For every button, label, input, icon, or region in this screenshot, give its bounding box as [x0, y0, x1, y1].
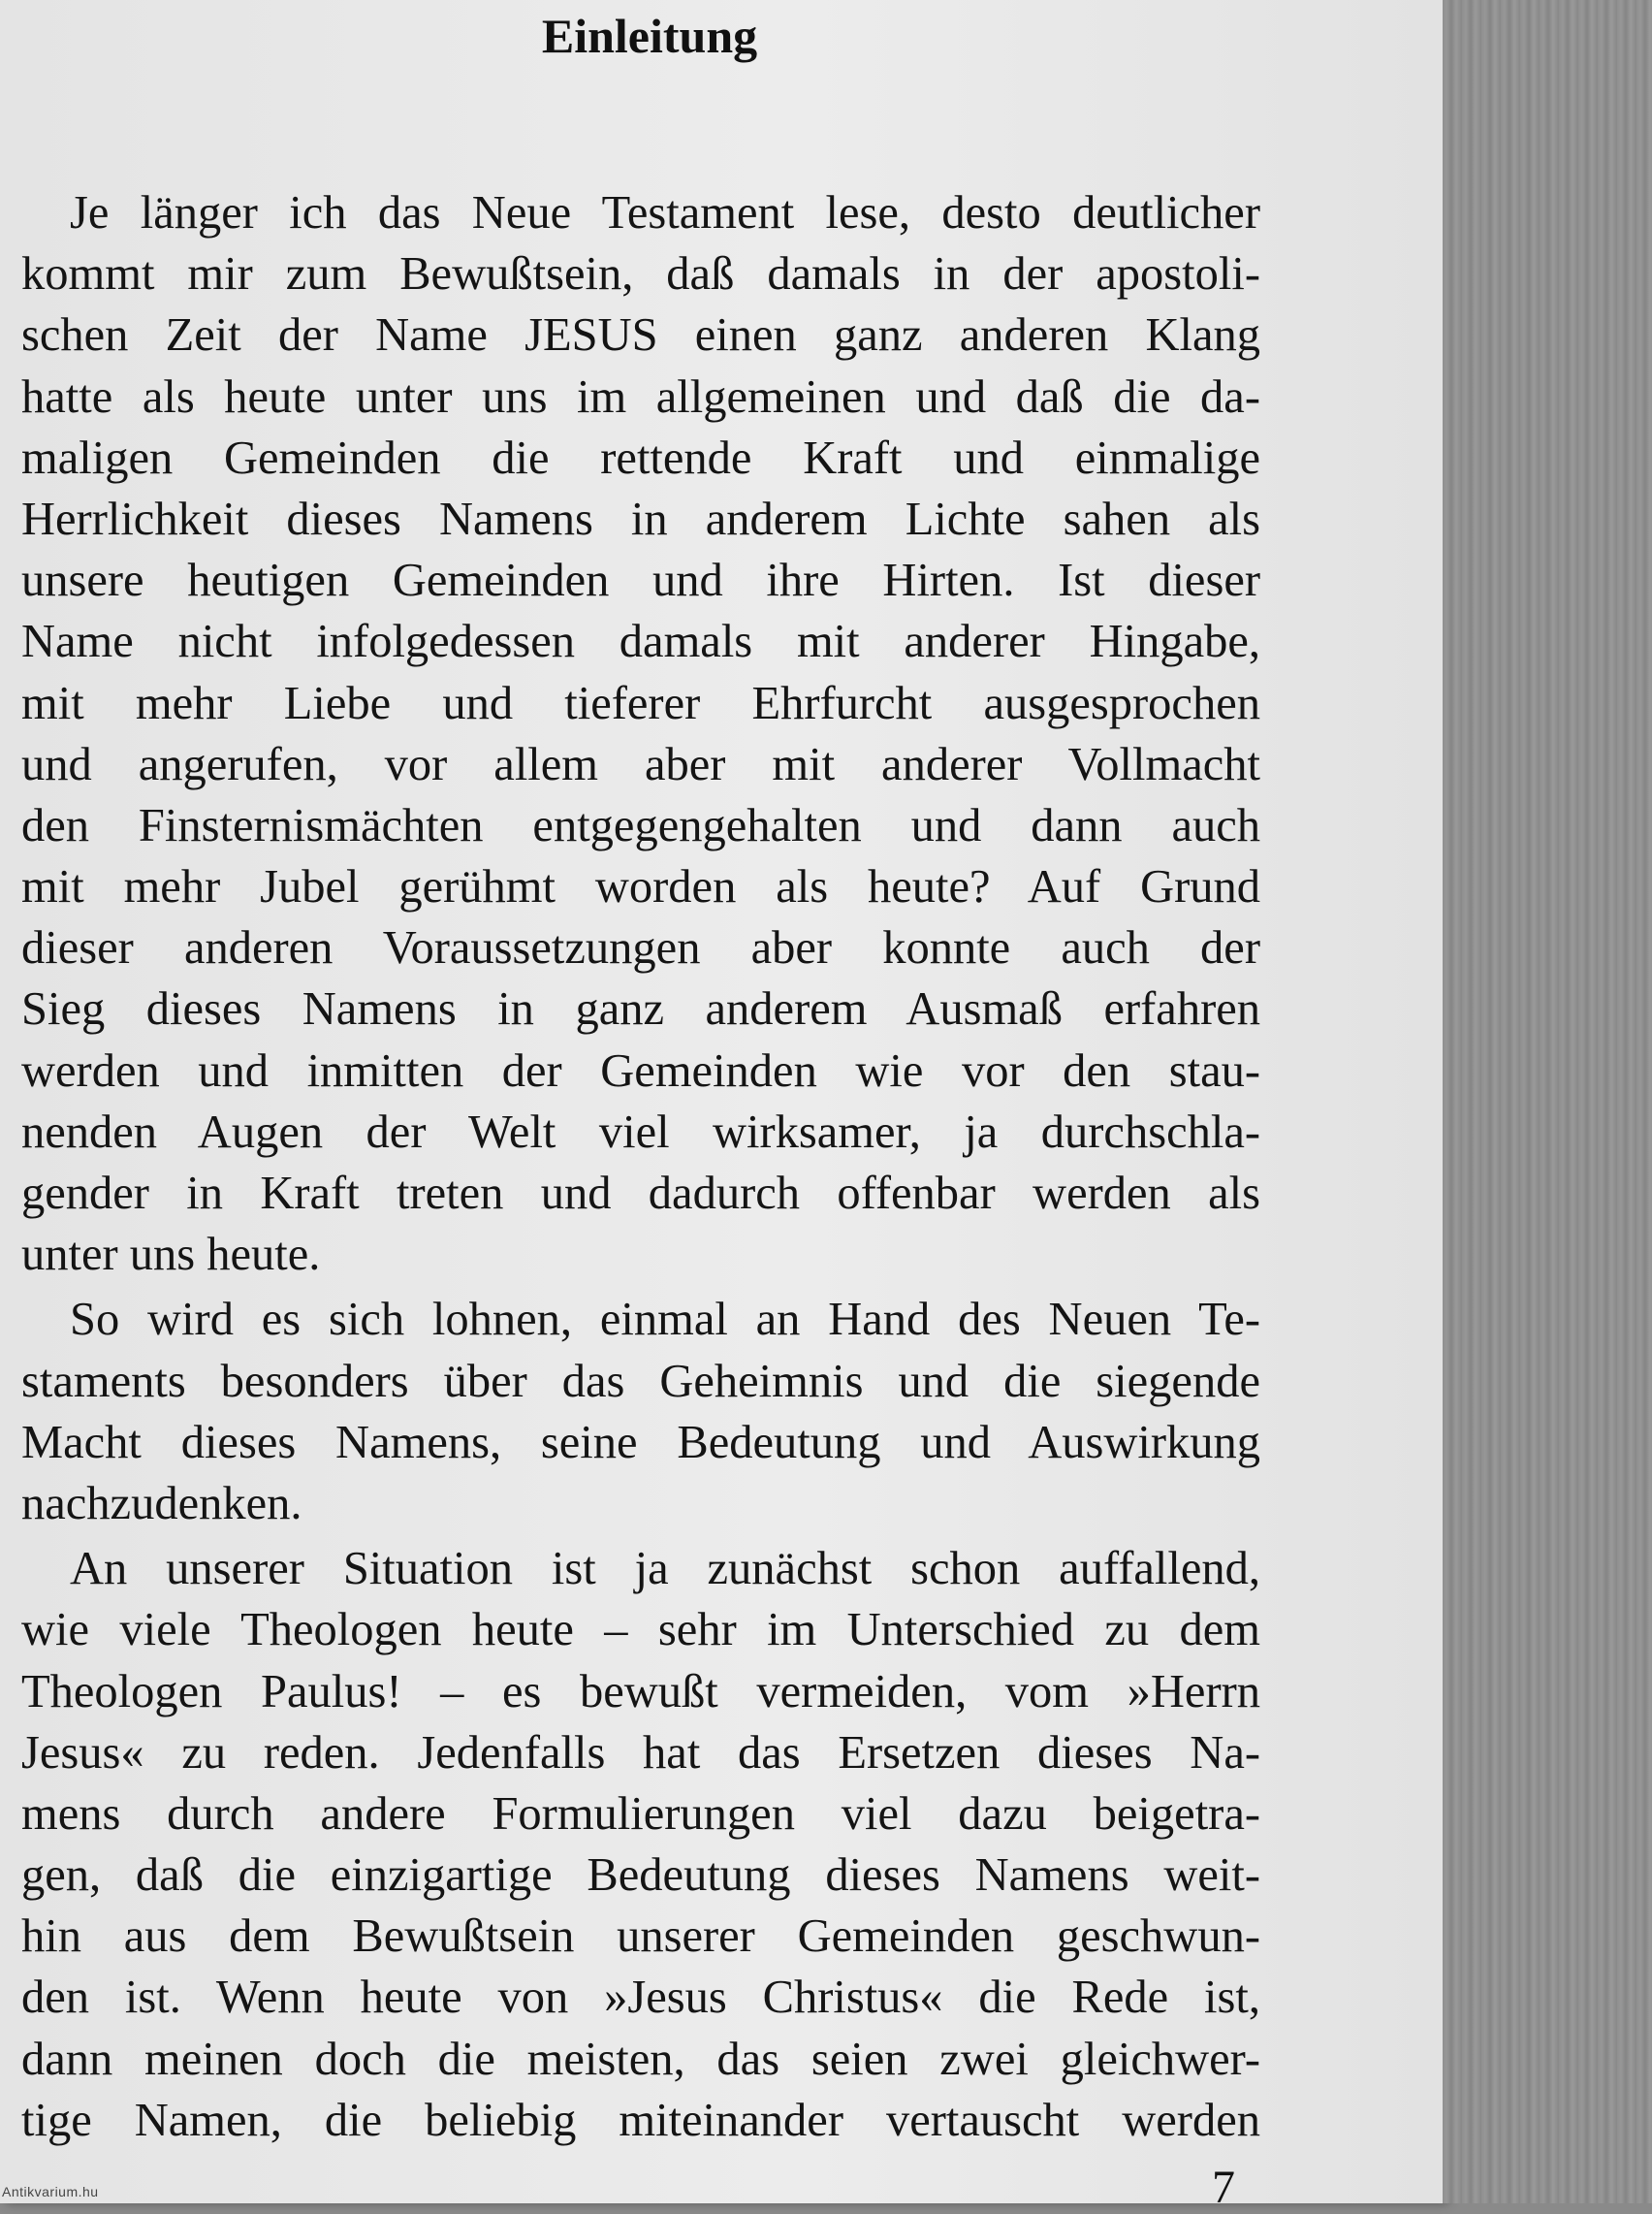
text-line: wie viele Theologen heute – sehr im Unterschied zu dem — [21, 1604, 1260, 1656]
text-line: Name nicht infolgedessen damals mit anderer Hingabe, — [21, 616, 1260, 668]
text-line: maligen Gemeinden die rettende Kraft und einmalige — [21, 432, 1260, 484]
text-line: tige Namen, die beliebig miteinander vertauscht werden — [21, 2094, 1260, 2146]
text-line: und angerufen, vor allem aber mit anderer Vollmacht — [21, 738, 1260, 790]
text-line: Sieg dieses Namens in ganz anderem Ausmaß erfahren — [21, 983, 1260, 1036]
text-line: Macht dieses Namens, seine Bedeutung und Auswirkung — [21, 1416, 1260, 1468]
text-line: gender in Kraft treten und dadurch offenbar werden als — [21, 1168, 1260, 1219]
text-line: hin aus dem Bewußtsein unserer Gemeinden geschwun- — [21, 1910, 1260, 1963]
paragraph — [21, 1289, 1260, 1534]
paragraph — [21, 182, 1260, 1285]
page-number: 7 — [1212, 2162, 1235, 2213]
text-line: hatte als heute unter uns im allgemeinen und daß die da- — [21, 370, 1260, 423]
text-line: Je länger ich das Neue Testament lese, desto deutlicher — [70, 187, 1260, 239]
text-line: staments besonders über das Geheimnis und die siegende — [21, 1355, 1260, 1407]
text-line: nenden Augen der Welt viel wirksamer, ja durchschla- — [21, 1106, 1260, 1158]
text-line: unsere heutigen Gemeinden und ihre Hirten. Ist dieser — [21, 555, 1260, 607]
text-line: werden und inmitten der Gemeinden wie vor den stau- — [21, 1044, 1260, 1097]
page-stack-edge — [1443, 0, 1652, 2203]
text-line: Herrlichkeit dieses Namens in anderem Lichte sahen als — [21, 493, 1260, 545]
paragraph — [21, 1538, 1260, 2151]
watermark: Antikvarium.hu — [2, 2184, 99, 2199]
body-text — [21, 182, 1260, 2151]
text-line: dann meinen doch die meisten, das seien zwei gleichwer- — [21, 2033, 1260, 2085]
text-line: schen Zeit der Name JESUS einen ganz anderen Klang — [21, 309, 1260, 362]
text-line: mens durch andere Formulierungen viel dazu beigetra- — [21, 1787, 1260, 1840]
text-line: nachzudenken. — [21, 1477, 302, 1529]
text-line: So wird es sich lohnen, einmal an Hand des Neuen Te- — [70, 1294, 1260, 1346]
text-line: mit mehr Liebe und tieferer Ehrfurcht ausgesprochen — [21, 677, 1260, 729]
text-line: den ist. Wenn heute von »Jesus Christus« die Rede ist, — [21, 1972, 1260, 2024]
text-line: kommt mir zum Bewußtsein, daß damals in der apostoli- — [21, 248, 1260, 301]
text-line: den Finsternismächten entgegengehalten und dann auch — [21, 799, 1260, 851]
text-line: Jesus« zu reden. Jedenfalls hat das Ersetzen dieses Na- — [21, 1726, 1260, 1779]
chapter-heading: Einleitung — [541, 9, 758, 63]
text-line: gen, daß die einzigartige Bedeutung dieses Namens weit- — [21, 1849, 1260, 1902]
text-line: unter uns heute. — [21, 1229, 321, 1281]
text-line: An unserer Situation ist ja zunächst schon auffallend, — [70, 1543, 1260, 1595]
text-line: dieser anderen Voraussetzungen aber konnte auch der — [21, 922, 1260, 975]
text-line: mit mehr Jubel gerühmt worden als heute? Auf Grund — [21, 861, 1260, 914]
text-line: Theologen Paulus! – es bewußt vermeiden, vom »Herrn — [21, 1665, 1260, 1717]
